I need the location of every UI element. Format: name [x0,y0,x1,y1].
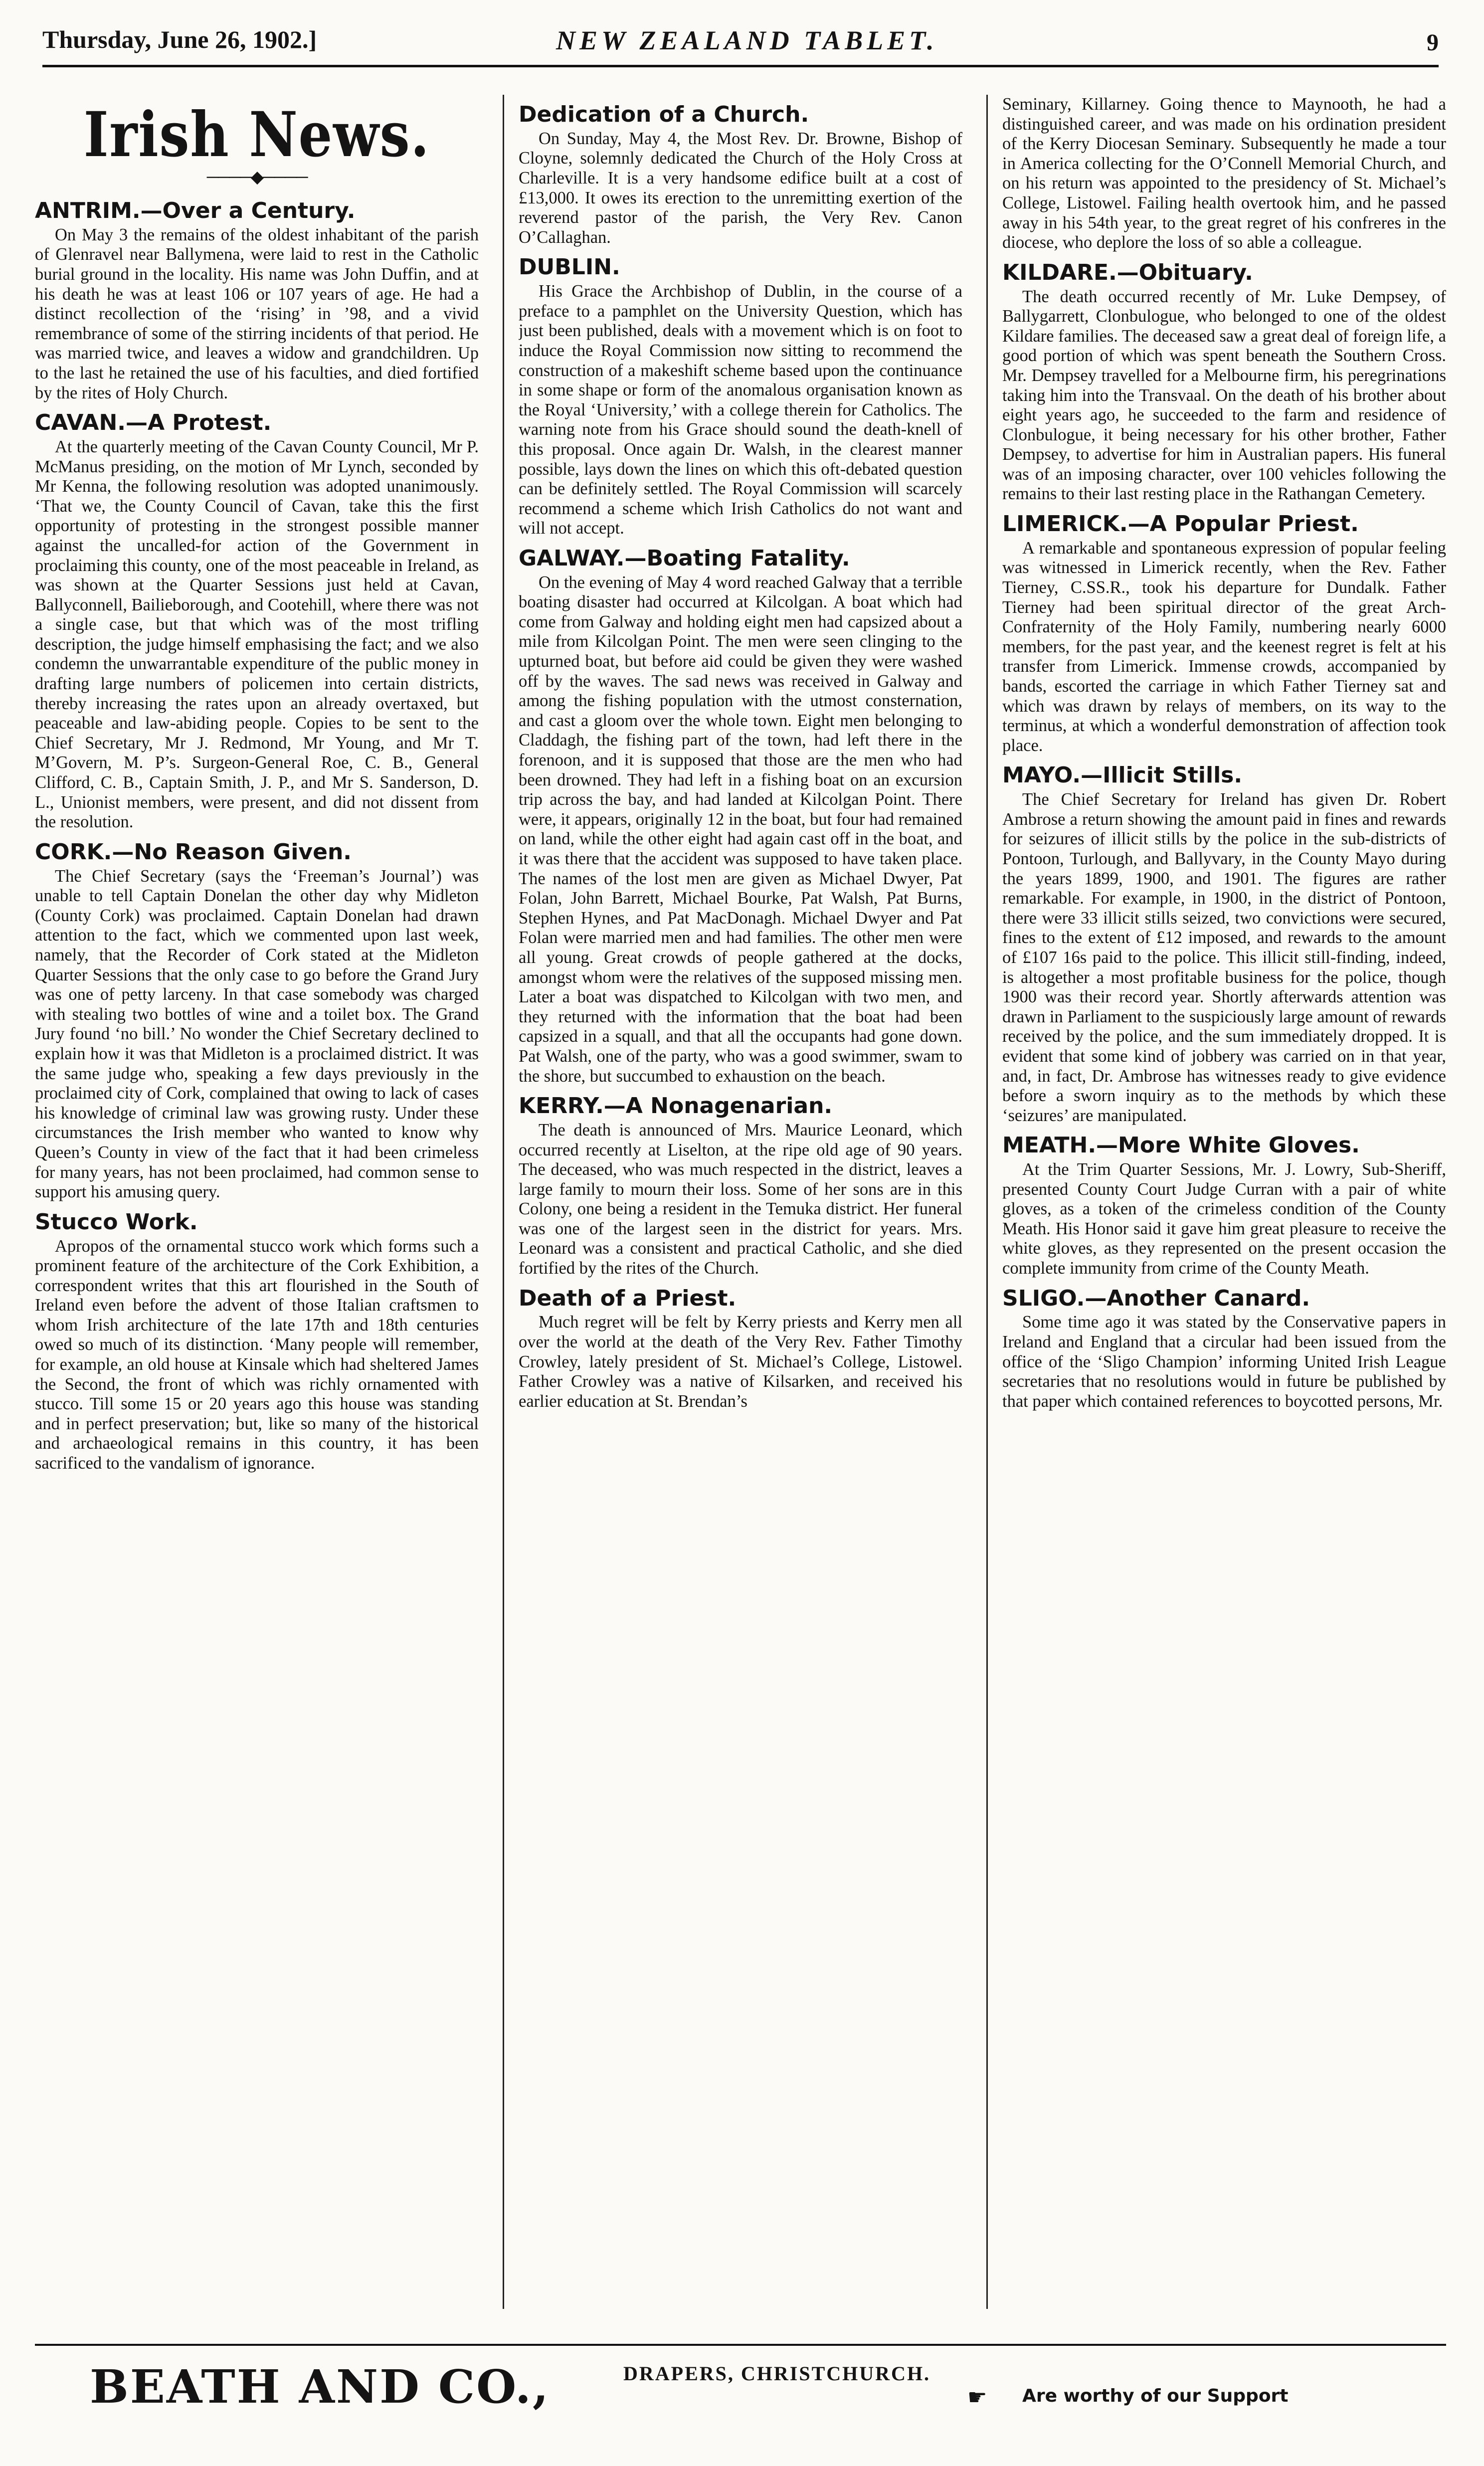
article [35,198,479,403]
article [35,410,479,832]
article-paragraph: Some time ago it was stated by the Conservative papers in Ireland and England that a circular had been issued from the office of the ‘Sligo Champion’ informing United Irish League secretaries that no resolutions would in future be published by that paper which contained references to boycotted persons, Mr. [1002,1313,1446,1411]
article [1002,260,1446,504]
pointing-hand-icon: ☛ [967,2385,987,2410]
article-heading: Stucco Work. [35,1209,198,1235]
page-header [42,20,1439,67]
ornament-divider: ────◆──── [206,168,307,187]
article-paragraph: Much regret will be felt by Kerry priests and Kerry men all over the world at the death of the Very Rev. Father Timothy Crowley, lately president of St. Michael’s College, Listowel. Father Crowley was a native of Kilsarken, and received his earlier education at St. Brendan’s [519,1313,962,1411]
newspaper-title: NEW ZEALAND TABLET. [556,25,938,55]
article [519,546,962,1086]
article [519,102,962,247]
column-1-articles [35,198,479,1474]
article-paragraph: The death is announced of Mrs. Maurice Leonard, which occurred recently at Liselton, at the ripe old age of 90 years. The deceased, who was much respected in the district, leaves a large family to mourn their loss. Some of her sons are in this Colony, one being a resident in the Temuka district. Her funeral was one of the largest seen in the district for years. Mrs. Leonard was a consistent and practical Catholic, and she died fortified by the rites of the Church. [519,1120,962,1278]
article-heading: MEATH.—More White Gloves. [1002,1133,1360,1158]
article-heading: CAVAN.—A Protest. [35,410,272,436]
article [1002,762,1446,1126]
article [1002,1133,1446,1278]
article-heading: LIMERICK.—A Popular Priest. [1002,511,1359,537]
issue-date: Thursday, June 26, 1902.] [42,25,317,53]
column-rule [503,95,504,2309]
column-1 [35,95,479,2311]
article-paragraph: At the Trim Quarter Sessions, Mr. J. Lowry, Sub-Sheriff, presented County Court Judge Curran with a pair of white gloves, as a token of the crimeless condition of the County Meath. His Honor said it gave him great pleasure to receive the white gloves, as they represented on the present occasion the complete immunity from crime of the County Meath. [1002,1160,1446,1278]
article-heading: MAYO.—Illicit Stills. [1002,762,1243,788]
article-paragraph: On May 3 the remains of the oldest inhabitant of the parish of Glenravel near Ballymena, were laid to rest in the Catholic burial ground in the locality. His name was John Duffin, and at his death he was at least 106 or 107 years of age. He had a distinct recollection of the ‘rising’ in ’98, and a vivid remembrance of some of the stirring incidents of that period. He was married twice, and leaves a widow and grandchildren. Up to the last he retained the use of his faculties, and died fortified by the rites of Holy Church. [35,225,479,402]
article [1002,511,1446,756]
column-2 [519,95,962,2311]
column-3 [1002,95,1446,2311]
support-tagline: Are worthy of our Support [1022,2386,1289,2406]
article-heading: Death of a Priest. [519,1285,737,1311]
article-paragraph: Apropos of the ornamental stucco work which forms such a prominent feature of the architecture of the Cork Exhibition, a correspondent writes that this art flourished in the South of Ireland even before the advent of those Italian craftsmen to whom Irish architecture of the late 17th and 18th centuries owed so much of its distinction. ‘Many people will remember, for example, an old house at Kinsale which had sheltered James the Second, the front of which was richly ornamented with stucco. Till some 15 or 20 years ago this house was standing and in perfect preservation; but, like so many of the historical and archaeological remains in this country, it has been sacrificed to the vandalism of ignorance. [35,1236,479,1473]
advertiser-name: BEATH AND CO., [90,2360,550,2414]
column-2-articles [519,102,962,1411]
article-paragraph: A remarkable and spontaneous expression of popular feeling was witnessed in Limerick recently, when the Rev. Father Tierney, C.SS.R., took his departure for Dundalk. Father Tierney had been spiritual director of the great Arch-Confraternity of the Holy Family, numbering nearly 6000 members, for the past year, and the keenest regret is felt at his transfer from Limerick. Immense crowds, accompanied by bands, escorted the carriage in which Father Tierney sat and which was drawn by relays of members, on its way to the terminus, at which a wonderful demonstration of affection took place. [1002,538,1446,755]
article [519,254,962,539]
article-heading: CORK.—No Reason Given. [35,839,352,865]
article [519,1286,962,1412]
article-heading: SLIGO.—Another Canard. [1002,1285,1310,1311]
article-paragraph: The Chief Secretary for Ireland has given Dr. Robert Ambrose a return showing the amount paid in fines and rewards for seizures of illicit stills by the police in the sub-districts of Pontoon, Turlough, and Ballyvary, in the County Mayo during the years 1899, 1900, and 1901. The figures are rather remarkable. For example, in 1900, in the district of Pontoon, there were 33 illicit stills seized, two convictions were secured, fines to the extent of £12 imposed, and rewards to the amount of £107 16s paid to the police. This illicit still-finding, indeed, is altogether a most profitable business for the police, though 1900 was their record year. Shortly afterwards attention was drawn in Parliament to the suspiciously large amount of rewards received by the police, and the sum immediately dropped. It is evident that some kind of jobbery was carried on in that year, and, in fact, Dr. Ambrose has witnesses ready to give evidence before a sworn inquiry as to the methods by which these ‘seizures’ are manipulated. [1002,790,1446,1125]
article-paragraph: Seminary, Killarney. Going thence to Maynooth, he had a distinguished career, and was made on his ordination president of the Kerry Diocesan Seminary. Subsequently he made a tour in America collecting for the O’Connell Memorial Church, and on his return was appointed to the presidency of St. Michael’s College, Listowel. Failing health overtook him, and he passed away in his 54th year, to the great regret of his confreres in the diocese, who deplore the loss of so able a colleague. [1002,95,1446,252]
article-paragraph: The death occurred recently of Mr. Luke Dempsey, of Ballygarrett, Clonbulogue, who belonged to one of the oldest Kildare families. The deceased saw a great deal of foreign life, a good portion of which was spent beneath the Southern Cross. Mr. Dempsey travelled for a Melbourne firm, his peregrinations taking him into the Transvaal. On the death of his brother about eight years ago, he succeeded to the farm and residence of Clonbulogue, it being necessary for his other brother, Father Dempsey, to advertise for him in Australian papers. His funeral was of an imposing character, over 100 vehicles following the remains to their last resting place in the Rathangan Cemetery. [1002,287,1446,504]
article-heading: GALWAY.—Boating Fatality. [519,545,850,571]
article [35,839,479,1202]
advertiser-trade: DRAPERS, CHRISTCHURCH. [623,2362,931,2385]
section-masthead: Irish News. [83,99,430,171]
article-heading: DUBLIN. [519,254,620,280]
article-paragraph: On the evening of May 4 word reached Galway that a terrible boating disaster had occurred at Kilcolgan. A boat which had come from Galway and holding eight men had capsized about a mile from Kilcolgan Point. The men were seen clinging to the upturned boat, but before aid could be given they were washed off by the waves. The sad news was received in Galway and among the fishing population with the utmost consternation, and cast a gloom over the whole town. Eight men belonging to Claddagh, the fishing part of the town, had left there in the forenoon, and it is supposed that those are the men who had been drowned. They had left in a fishing boat on an excursion trip across the bay, and had landed at Kilcolgan Point. There were, it appears, originally 12 in the boat, but four had remained on land, while the other eight had again cast off in the boat, and it was there that the accident was supposed to have taken place. The names of the lost men are given as Michael Dwyer, Pat Folan, John Barrett, Michael Bourke, Pat Walsh, Pat Burns, Stephen Hynes, and Pat MacDonagh. Michael Dwyer and Pat Folan were married men and had families. The other men were all young. Great crowds of people gathered at the docks, amongst whom were the relatives of the supposed missing men. Later a boat was dispatched to Kilcolgan with two men, and they returned with the information that the boat had been capsized in a squall, and that all the occupants had gone down. Pat Walsh, one of the party, who was a good swimmer, swam to the shore, but succumbed to exhaustion on the beach. [519,572,962,1086]
article [35,1209,479,1474]
article-heading: Dedication of a Church. [519,102,809,127]
article-heading: ANTRIM.—Over a Century. [35,198,356,223]
article [1002,1286,1446,1412]
article-heading: KILDARE.—Obituary. [1002,259,1253,285]
column-rule [986,95,988,2309]
article-paragraph: The Chief Secretary (says the ‘Freeman’s Journal’) was unable to tell Captain Donelan the other day why Midleton (County Cork) was proclaimed. Captain Donelan had drawn attention to the fact, which we commented upon last week, namely, that the Recorder of Cork stated at the Midleton Quarter Sessions that the only case to go before the Grand Jury was one of petty larceny. In that case somebody was charged with stealing two bottles of wine and a toilet box. The Grand Jury found ‘no bill.’ No wonder the Chief Secretary declined to explain how it was that Midleton is a proclaimed district. It was the same judge who, speaking a few days previously in the proclaimed city of Cork, complained that owing to lack of cases his knowledge of criminal law was growing rusty. Under these circumstances the Irish member who wanted to know why Queen’s County in view of the fact that it had been crimeless for many years, has not been proclaimed, had common sense to support his amusing query. [35,866,479,1202]
article-paragraph: On Sunday, May 4, the Most Rev. Dr. Browne, Bishop of Cloyne, solemnly dedicated the Church of the Holy Cross at Charleville. It is a very handsome edifice built at a cost of £13,000. It owes its erection to the unremitting exertion of the reverend pastor of the parish, the Very Rev. Canon O’Callaghan. [519,129,962,247]
article-paragraph: His Grace the Archbishop of Dublin, in the course of a preface to a pamphlet on the University Question, which has just been published, deals with a movement which is on foot to induce the Royal Commission now sitting to recommend the construction of a makeshift scheme based upon the continuance in some shape or form of the anomalous organisation known as the Royal ‘University,’ with a college therein for Catholics. The warning note from his Grace should sound the death-knell of this proposal. Once again Dr. Walsh, in the clearest manner possible, lays down the lines on which this oft-debated question can be definitely settled. The Royal Commission will scarcely recommend a scheme which Irish Catholics do not want and will not accept. [519,282,962,538]
article [519,1093,962,1279]
advertisement-footer [35,2344,1446,2416]
column-3-articles [1002,95,1446,1411]
article [1002,95,1446,253]
page-number: 9 [1427,29,1439,56]
article-paragraph: At the quarterly meeting of the Cavan County Council, Mr P. McManus presiding, on the motion of Mr Lynch, seconded by Mr Kenna, the following resolution was adopted unanimously. ‘That we, the County Council of Cavan, take this the first opportunity of protesting in the strongest possible manner against the uncalled-for action of the Government in proclaiming this county, one of the most peaceable in Ireland, as was shown at the Quarter Sessions just held at Cavan, Ballyconnell, Bailieborough, and Cootehill, where there was not a single case, but that which was of the most trifling description, the judge himself emphasising the fact; and we also condemn the unwarrantable expenditure of the public money in drafting large numbers of policemen into certain districts, thereby increasing the rates upon an already overtaxed, but peaceable and law-abiding people. Copies to be sent to the Chief Secretary, Mr J. Redmond, Mr Young, and Mr T. M’Govern, M. P’s. Surgeon-General Roe, C. B., General Clifford, C. B., Captain Smith, J. P., and Mr S. Sanderson, D. L., Unionist members, were present, and did not dissent from the resolution. [35,437,479,832]
article-heading: KERRY.—A Nonagenarian. [519,1093,833,1119]
